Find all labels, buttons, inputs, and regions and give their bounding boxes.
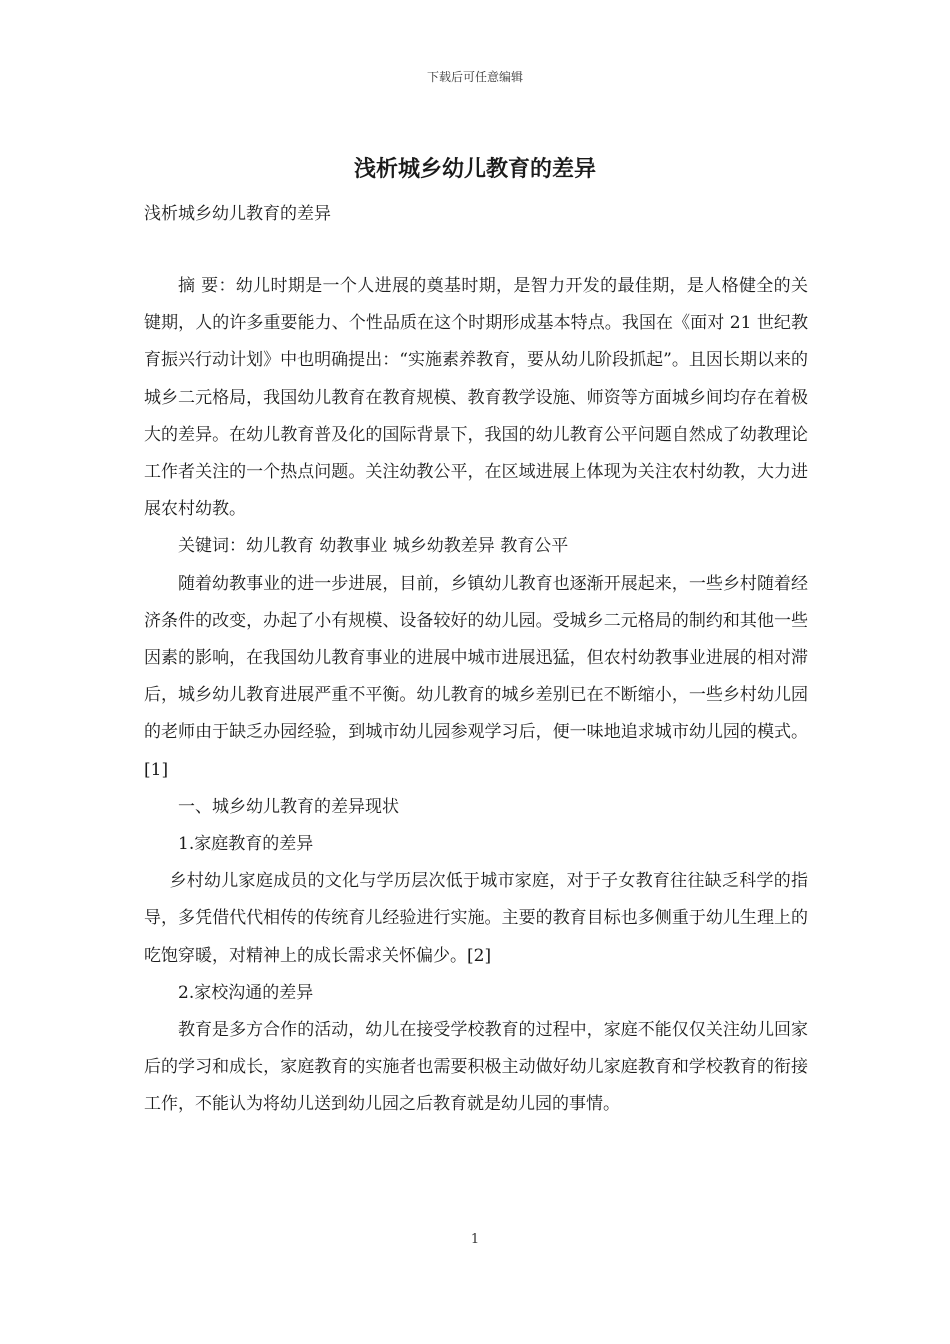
- home-school-paragraph: 教育是多方合作的活动，幼儿在接受学校教育的过程中，家庭不能仅仅关注幼儿回家后的学习和成长，家庭教育的实施者也需要积极主动做好幼儿家庭教育和学校教育的衔接工作，不能认为将幼儿送到幼儿园之后教育就是幼儿园的事情。: [144, 1020, 808, 1115]
- intro-paragraph: 随着幼教事业的进一步进展，目前，乡镇幼儿教育也逐渐开展起来，一些乡村随着经济条件的改变，办起了小有规模、设备较好的幼儿园。受城乡二元格局的制约和其他一些因素的影响，在我国幼儿教育事业的进展中城市进展迅猛，但农村幼教事业进展的相对滞后，城乡幼儿教育进展严重不平衡。幼儿教育的城乡差别已在不断缩小，一些乡村幼儿园的老师由于缺乏办园经验，到城市幼儿园参观学习后，便一味地追求城市幼儿园的模式。[1]: [144, 573, 808, 780]
- family-education-paragraph: 乡村幼儿家庭成员的文化与学历层次低于城市家庭，对于子女教育往往缺乏科学的指导，多凭借代代相传的传统育儿经验进行实施。主要的教育目标也多侧重于幼儿生理上的吃饱穿暖，对精神上的成长需求关怀偏少。[2]: [144, 871, 808, 966]
- section-heading: 一、城乡幼儿教育的差异现状: [178, 796, 399, 817]
- page-header-note: 下载后可任意编辑: [426, 70, 523, 84]
- document-subtitle: 浅析城乡幼儿教育的差异: [144, 204, 331, 224]
- document-title: 浅析城乡幼儿教育的差异: [353, 157, 596, 182]
- page-number: 1: [470, 1232, 480, 1247]
- subsection-heading-home-school: 2.家校沟通的差异: [178, 982, 314, 1003]
- subsection-heading-family-education: 1.家庭教育的差异: [178, 834, 314, 855]
- keywords-paragraph: 关键词：幼儿教育 幼教事业 城乡幼教差异 教育公平: [178, 536, 569, 557]
- abstract-paragraph: 摘 要：幼儿时期是一个人进展的奠基时期，是智力开发的最佳期，是人格健全的关键期，人的许多重要能力、个性品质在这个时期形成基本特点。我国在《面对 21 世纪教育振兴行动计划》中也明确提出：“实施素养教育，要从幼儿阶段抓起”。且因长期以来的城乡二元格局，我国幼儿教育在教育规模、教育教学设施、师资等方面城乡间均存在着极大的差异。在幼儿教育普及化的国际背景下，我国的幼儿教育公平问题自然成了幼教理论工作者关注的一个热点问题。关注幼教公平，在区域进展上体现为关注农村幼教，大力进展农村幼教。: [144, 276, 808, 520]
- document-body: [144, 268, 808, 1124]
